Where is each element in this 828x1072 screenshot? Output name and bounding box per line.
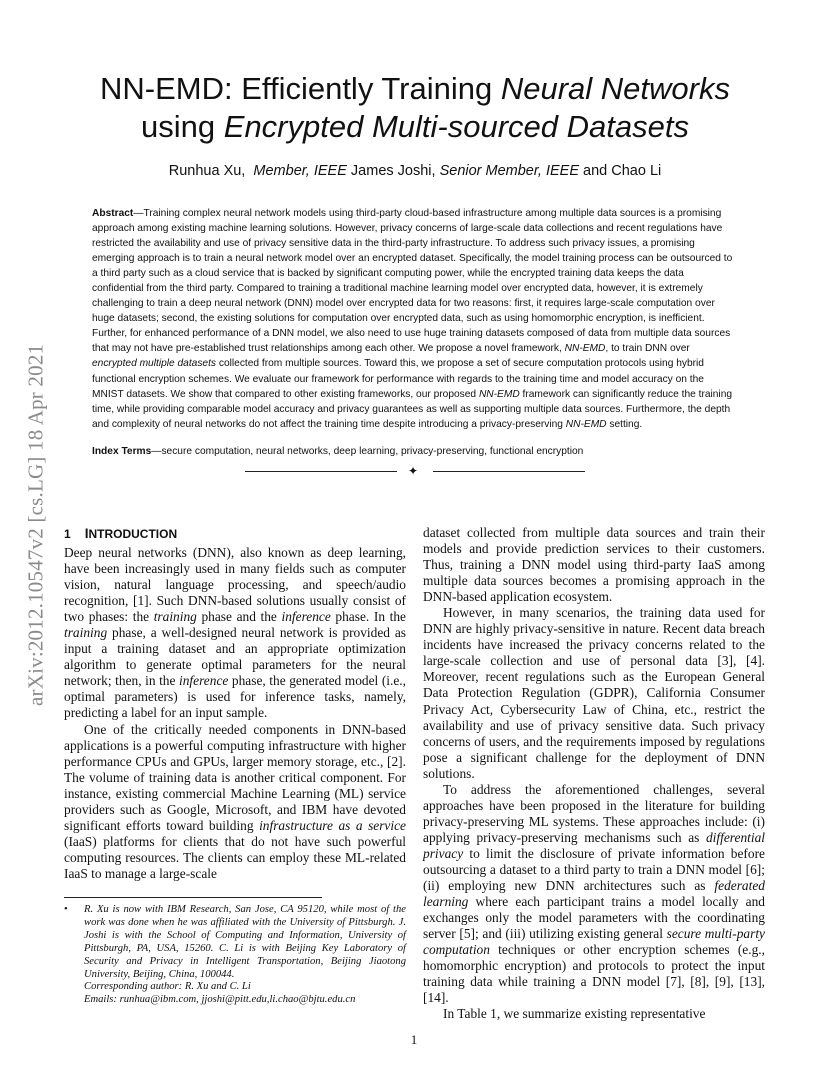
text-run: One of the critically needed components in DNN-based applications is a powerful computing infrastructure with higher performance CPUs and GPUs, larger memory storage, etc., [2]. The volume of training data is another critical component. For instance, existing commercial Machine Learning (ML) service providers such as Google, Microsoft, and IBM have devoted significant efforts toward building bbox=[64, 721, 406, 833]
text-run: Deep neural networks (DNN), also known as deep learning, have been increasingly used in many fields such as computer vision, natural language processing, and speech/audio recognition, [1]. Such DNN-based solutions usually consist of two phases: the bbox=[64, 545, 406, 625]
index-terms bbox=[92, 444, 737, 459]
footnote-body bbox=[84, 904, 406, 1007]
right-column bbox=[423, 525, 765, 1022]
author-1: Runhua Xu, bbox=[168, 163, 246, 179]
text-run: (IaaS) platforms for clients that do not have such powerful computing resources. The clients can employ these ML-related IaaS to manage a large-scale bbox=[64, 833, 406, 881]
text-run: To address the aforementioned challenges, several approaches have been proposed in the literature for building privacy-preserving ML systems. These approaches include: (i) applying privacy-preserving mechanisms such as bbox=[423, 781, 765, 845]
abstract-text: framework can significantly reduce the training time, while providing comparable model accuracy and privacy guarantees as well as supporting multiple data sources. Furthermore, the depth and complexity of neural networks do not affect the training time despite introducing a privacy-preserving bbox=[92, 388, 733, 430]
footnote-rule bbox=[64, 897, 322, 898]
text-run: where each participant trains a model locally and exchanges only the model parameters with the coordinating server [5]; and (iii) utilizing existing general bbox=[423, 894, 765, 942]
page-number: 1 bbox=[410, 1032, 418, 1047]
footnote-corresponding: Corresponding author: R. Xu and C. Li bbox=[84, 981, 251, 993]
section-title-rest: NTRODUCTION bbox=[88, 527, 178, 541]
abstract-text: collected from multiple sources. Toward this, we propose a set of secure computation protocols using hybrid functional encryption schemes. We evaluate our framework for performance with regards to the training time and model accuracy on the MNIST datasets. We show that compared to other existing frameworks, our proposed bbox=[92, 358, 704, 400]
section-title-initial: I bbox=[84, 526, 89, 541]
text-run: phase, the generated model (i.e., optimal parameters) is used for inference tasks, namely, predicting a label for an input sample. bbox=[64, 673, 407, 721]
divider-rule-right bbox=[433, 471, 585, 472]
text-run: to limit the disclosure of private information before outsourcing a dataset to a third party to train a DNN model [6]; (ii) employing new DNN architectures such as bbox=[423, 845, 765, 894]
footnote-emails: Emails: runhua@ibm.com, jjoshi@pitt.edu,li.chao@bjtu.edu.cn bbox=[84, 994, 356, 1006]
abstract-text: —Training complex neural network models using third-party cloud-based infrastructure among multiple data sources is a promising approach among existing machine learning solutions. However, privacy concerns of large-scale data collections and recent regulations have restricted the availability and use of privacy sensitive data in the third-party infrastructure. To address such privacy issues, a promising emerging approach is to train a neural network model over an encrypted dataset. Specifically, the model training process can be outsourced to a third party such as a cloud service that is backed by significant computing power, while the encrypted training data keeps the data confidential from the third party. Compared to training a traditional machine learning model over encrypted data, however, it is extremely challenging to train a deep neural network (DNN) model over encrypted data for two reasons: first, it requires large-scale computation over huge datasets; second, the existing solutions for computation over encrypted data, such as using homomorphic encryption, is inefficient. Further, for enhanced performance of a DNN model, we also need to use huge training datasets composed of data from multiple data sources that may not have pre-established trust relationships among each other. We propose a novel framework, bbox=[92, 208, 733, 355]
emph-run: secure multi-party computation bbox=[423, 926, 765, 958]
title-line-2-plain: using bbox=[141, 109, 224, 144]
arxiv-identifier: arXiv:2012.10547v2 [cs.LG] 18 Apr 2021 bbox=[23, 343, 48, 707]
abstract bbox=[92, 206, 737, 432]
section-divider bbox=[245, 464, 585, 478]
abstract-emph: NN-EMD bbox=[564, 343, 606, 355]
abstract-emph: NN-EMD bbox=[565, 418, 607, 430]
text-run: phase and the bbox=[196, 609, 282, 625]
left-column bbox=[64, 525, 406, 882]
paragraph bbox=[64, 722, 406, 882]
author-list bbox=[60, 163, 770, 179]
paper-title bbox=[60, 70, 770, 146]
text-run: phase. In the bbox=[330, 609, 406, 625]
abstract-emph: NN-EMD bbox=[478, 388, 520, 400]
emph-run: infrastructure as a service bbox=[259, 817, 406, 833]
emph-run: differential privacy bbox=[423, 829, 765, 861]
paragraph: dataset collected from multiple data sources and train their models and provide prediction services to their customers. Thus, training a DNN model using third-party IaaS among multiple data sources becomes a promising approach in the DNN-based application ecosystem. bbox=[423, 525, 765, 605]
author-2: James Joshi, bbox=[350, 163, 436, 179]
abstract-emph: encrypted multiple datasets bbox=[92, 358, 217, 370]
divider-rule-left bbox=[245, 471, 397, 472]
footnote-affiliations: R. Xu is now with IBM Research, San Jose, CA 95120, while most of the work was done when he was affiliated with the University of Pittsburgh. J. Joshi is with the School of Computing and Information, University of Pittsburgh, PA, USA, 15260. C. Li is with Beijing Key Laboratory of Security and Privacy in Intelligent Transportation, Beijing Jiaotong University, Beijing, China, 100044. bbox=[84, 904, 406, 980]
emph-run: training bbox=[153, 609, 197, 625]
divider-star-icon: ✦ bbox=[408, 464, 419, 478]
title-line-1-italic: Neural Networks bbox=[500, 71, 730, 106]
title-line-2 bbox=[60, 108, 770, 146]
title-line-1-plain: NN-EMD: Efficiently Training bbox=[100, 71, 501, 106]
footnote-bullet: • bbox=[64, 904, 68, 915]
section-number: 1 bbox=[64, 527, 71, 541]
index-terms-label: Index Terms bbox=[92, 446, 152, 457]
paragraph bbox=[423, 782, 765, 1007]
emph-run: inference bbox=[281, 609, 331, 625]
index-terms-text: —secure computation, neural networks, deep learning, privacy-preserving, functional encryption bbox=[151, 446, 584, 457]
author-1-role: Member, IEEE bbox=[253, 163, 347, 179]
paragraph bbox=[64, 545, 406, 722]
title-line-1 bbox=[60, 70, 770, 108]
author-2-role: Senior Member, IEEE bbox=[439, 163, 579, 179]
section-heading bbox=[64, 526, 406, 542]
author-3: and Chao Li bbox=[583, 163, 662, 179]
footnote bbox=[64, 904, 406, 1007]
title-line-2-italic: Encrypted Multi-sourced Datasets bbox=[223, 109, 689, 144]
text-run: phase, a well-designed neural network is provided as input a training dataset and an appropriate optimization algorithm to generate optimal parameters for the neural network; then, in the bbox=[64, 625, 406, 689]
abstract-text: setting. bbox=[606, 418, 643, 430]
paragraph: However, in many scenarios, the training data used for DNN are highly privacy-sensitive in nature. Recent data breach incidents have increased the privacy concerns related to the large-scale collection and use of personal data [3], [4]. Moreover, recent regulations such as the European General Data Protection Regulation (GDPR), California Consumer Privacy Act, Cybersecurity Law of China, etc., restrict the availability and use of privacy sensitive data. Such privacy concerns of users, and the requirements imposed by regulations pose a significant challenge for the deployment of DNN solutions. bbox=[423, 605, 765, 781]
emph-run: training bbox=[64, 625, 108, 641]
emph-run: inference bbox=[179, 673, 229, 689]
emph-run: federated learning bbox=[423, 878, 765, 910]
abstract-label: Abstract bbox=[92, 208, 134, 219]
paragraph: In Table 1, we summarize existing representative bbox=[443, 1006, 706, 1022]
abstract-text: , to train DNN over bbox=[605, 343, 690, 355]
text-run: techniques or other encryption schemes (e.g., homomorphic encryption) and protocols to protect the input training data while training a DNN model [7], [8], [9], [13], [14]. bbox=[423, 942, 765, 1006]
